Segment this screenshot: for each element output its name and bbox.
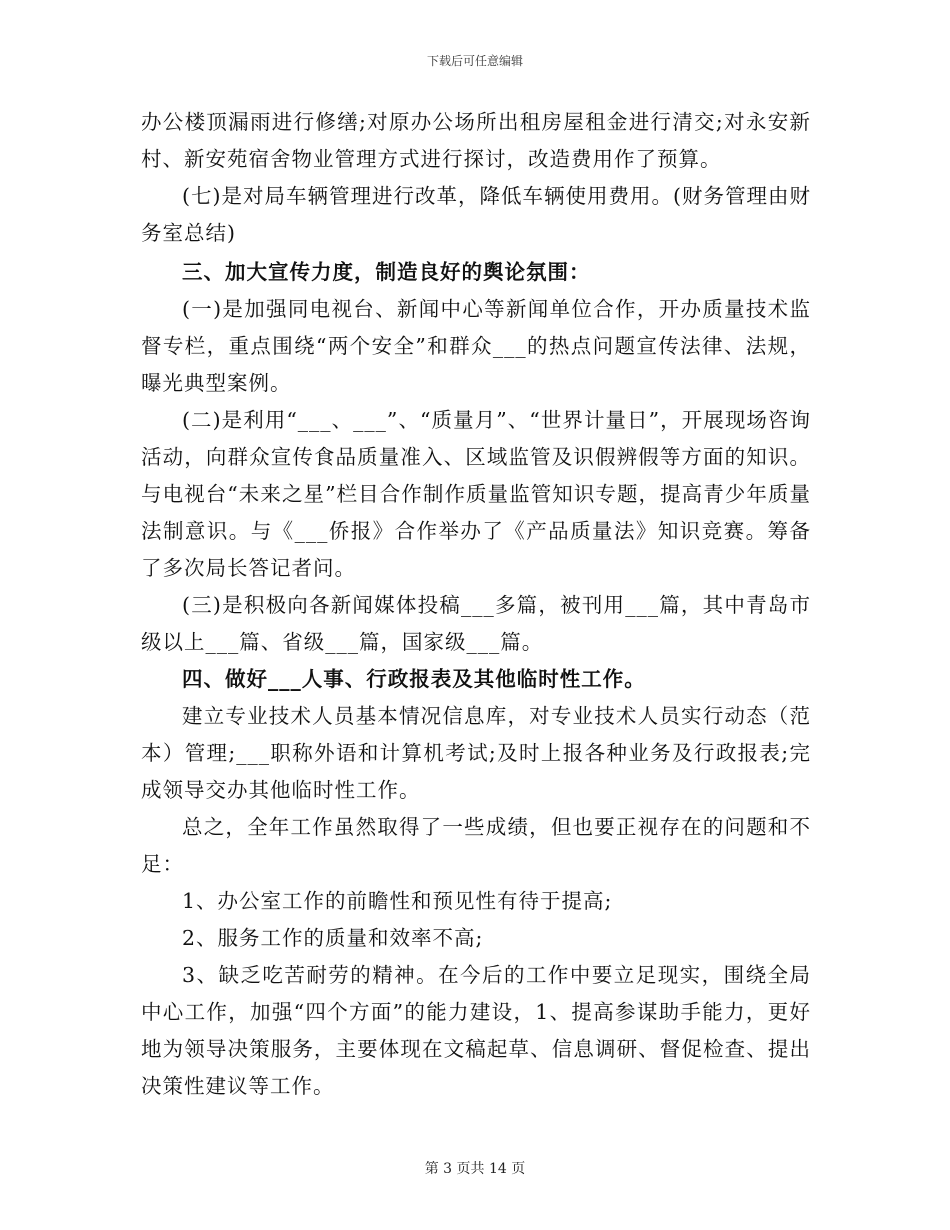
paragraph-item-3: (三)是积极向各新闻媒体投稿___多篇，被刊用___篇，其中青岛市级以上___篇、省级___篇，国家级___篇。 (141, 593, 811, 654)
paragraph-item-7: (七)是对局车辆管理进行改革，降低车辆使用费用。(财务管理由财务室总结) (141, 184, 811, 245)
page-footer: 第 3 页共 14 页 (424, 1161, 526, 1177)
list-item-3: 3、缺乏吃苦耐劳的精神。在今后的工作中要立足现实，围绕全局中心工作，加强“四个方面”的能力建设，1、提高参谋助手能力，更好地为领导决策服务，主要体现在文稿起草、信息调研、督促检查、提出决策性建议等工作。 (141, 963, 811, 1098)
list-item-2: 2、服务工作的质量和效率不高; (182, 926, 484, 950)
paragraph-personnel: 建立专业技术人员基本情况信息库，对专业技术人员实行动态（范本）管理;___职称外语和计算机考试;及时上报各种业务及行政报表;完成领导交办其他临时性工作。 (141, 704, 811, 802)
paragraph-continuation: 办公楼顶漏雨进行修缮;对原办公场所出租房屋租金进行清交;对永安新村、新安苑宿舍物业管理方式进行探讨，改造费用作了预算。 (141, 110, 811, 171)
list-item-1: 1、办公室工作的前瞻性和预见性有待于提高; (182, 889, 613, 913)
section-heading-4: 四、做好___人事、行政报表及其他临时性工作。 (182, 667, 646, 691)
page-header: 下载后可任意编辑 (426, 54, 523, 68)
paragraph-summary: 总之，全年工作虽然取得了一些成绩，但也要正视存在的问题和不足： (141, 815, 811, 876)
section-heading-3: 三、加大宣传力度，制造良好的舆论氛围： (182, 260, 591, 284)
document-body (141, 104, 811, 1105)
paragraph-item-1: (一)是加强同电视台、新闻中心等新闻单位合作，开办质量技术监督专栏，重点围绕“两个安全”和群众___的热点问题宣传法律、法规，曝光典型案例。 (141, 297, 811, 395)
paragraph-item-2: (二)是利用“___、___”、“质量月”、“世界计量日”，开展现场咨询活动，向群众宣传食品质量准入、区域监管及识假辨假等方面的知识。与电视台“未来之星”栏目合作制作质量监管知识专题，提高青少年质量法制意识。与《___侨报》合作举办了《产品质量法》知识竞赛。筹备了多次局长答记者问。 (141, 408, 811, 580)
